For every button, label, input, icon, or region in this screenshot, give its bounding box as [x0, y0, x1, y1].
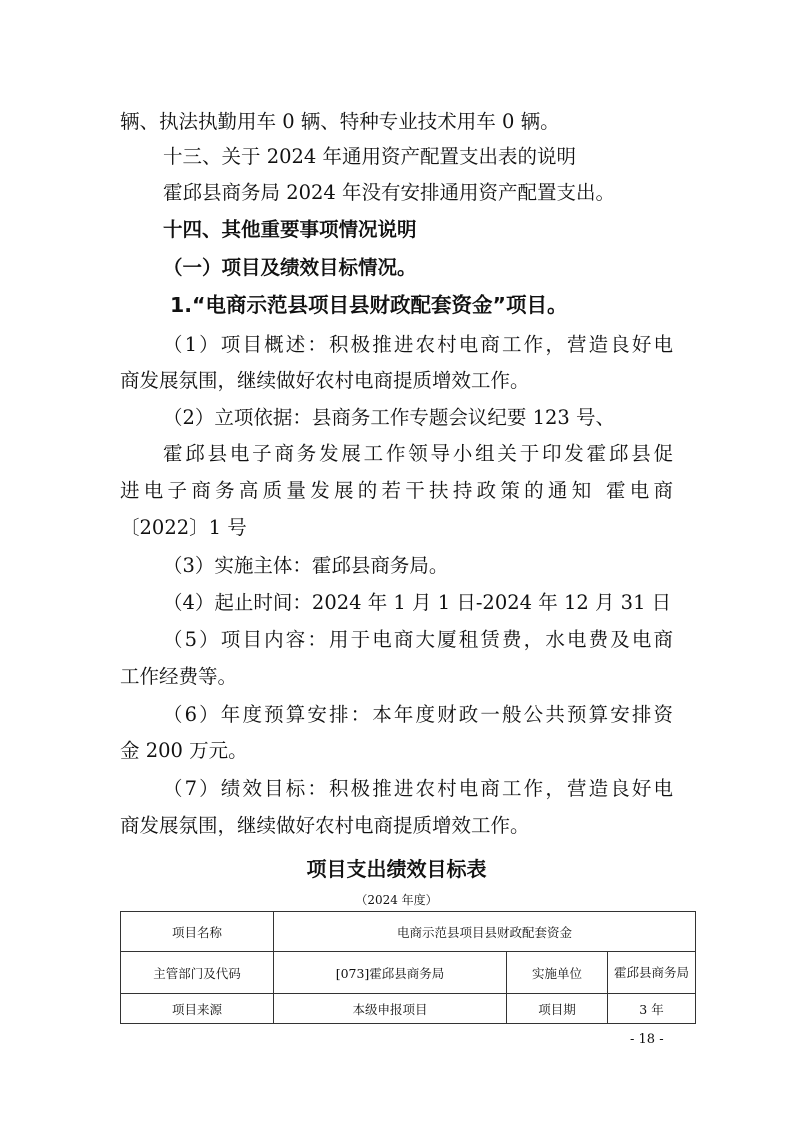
table-row [121, 912, 696, 952]
line-17: 金 200 万元。 [120, 739, 248, 762]
table-subtitle: （2024 年度） [355, 893, 438, 907]
section-heading-13: 十三、关于 2024 年通用资产配置支出表的说明 [163, 145, 577, 168]
line-8: （2）立项依据：县商务工作专题会议纪要 123 号、 [163, 406, 616, 429]
cell-project-name-value: 电商示范县项目县财政配套资金 [274, 912, 696, 952]
cell-source-label: 项目来源 [121, 994, 274, 1024]
line-7: 商发展氛围，继续做好农村电商提质增效工作。 [120, 369, 530, 392]
performance-table [120, 911, 696, 1024]
section-heading-14: 十四、其他重要事项情况说明 [163, 218, 417, 241]
subsection-heading: （一）项目及绩效目标情况。 [163, 256, 417, 279]
cell-dept-value: [073]霍邱县商务局 [274, 952, 507, 994]
cell-unit-label: 实施单位 [507, 952, 608, 994]
line-0: 辆、执法执勤用车 0 辆、特种专业技术用车 0 辆。 [120, 110, 560, 133]
line-12: （3）实施主体：霍邱县商务局。 [163, 554, 449, 577]
cell-dept-label: 主管部门及代码 [121, 952, 274, 994]
line-13: （4）起止时间：2024 年 1 月 1 日-2024 年 12 月 31 日 [163, 591, 672, 614]
line-2: 霍邱县商务局 2024 年没有安排通用资产配置支出。 [163, 181, 616, 204]
line-14: （5）项目内容：用于电商大厦租赁费，水电费及电商 [163, 628, 673, 651]
table-title: 项目支出绩效目标表 [306, 857, 487, 881]
line-11: 〔2022〕1 号 [120, 516, 247, 539]
line-15: 工作经费等。 [120, 665, 238, 688]
cell-project-name-label: 项目名称 [121, 912, 274, 952]
cell-unit-value: 霍邱县商务局 [608, 952, 696, 994]
project-heading: 1.“电商示范县项目县财政配套资金”项目。 [170, 293, 568, 317]
line-10: 进电子商务高质量发展的若干扶持政策的通知 霍电商 [120, 479, 673, 502]
table-row [121, 994, 696, 1024]
line-18: （7）绩效目标：积极推进农村电商工作，营造良好电 [163, 777, 673, 800]
table-row [121, 952, 696, 994]
cell-source-value: 本级申报项目 [274, 994, 507, 1024]
line-6: （1）项目概述：积极推进农村电商工作，营造良好电 [163, 333, 673, 356]
cell-period-value: 3 年 [608, 994, 696, 1024]
page-number: - 18 - [630, 1032, 664, 1047]
line-9: 霍邱县电子商务发展工作领导小组关于印发霍邱县促 [163, 442, 673, 465]
line-19: 商发展氛围，继续做好农村电商提质增效工作。 [120, 814, 530, 837]
cell-period-label: 项目期 [507, 994, 608, 1024]
line-16: （6）年度预算安排：本年度财政一般公共预算安排资 [163, 703, 673, 726]
